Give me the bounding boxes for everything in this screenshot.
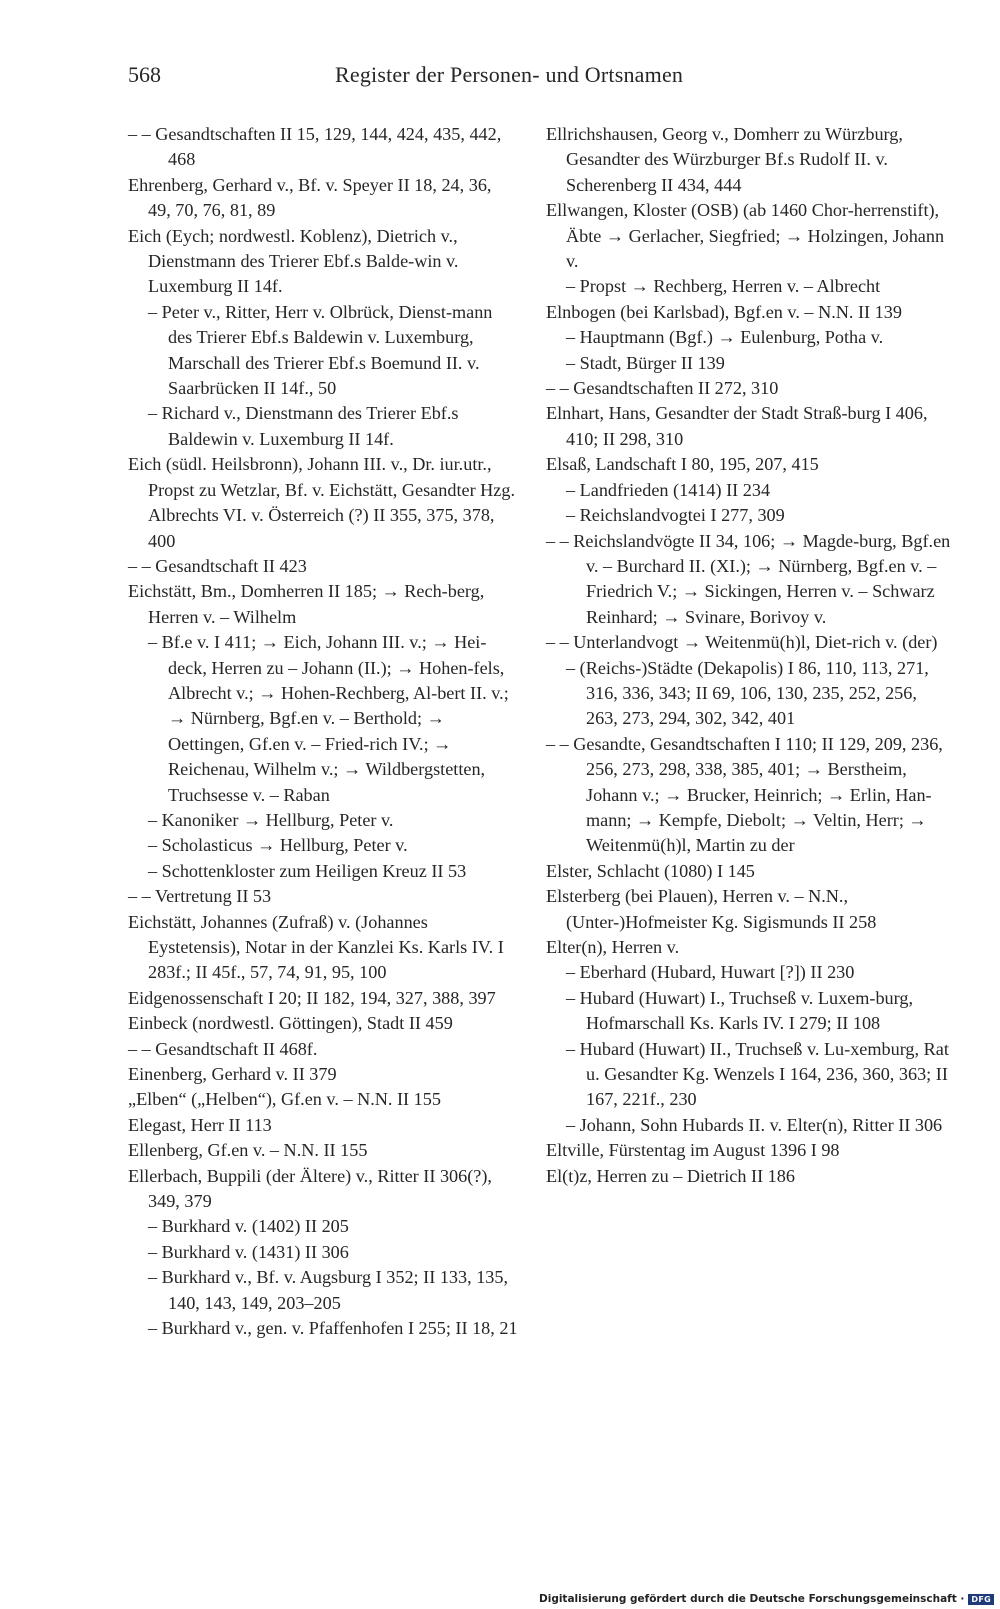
index-entry: – – Gesandtschaften II 272, 310 (546, 378, 779, 399)
index-entry: – Kanoniker → Hellburg, Peter v. (148, 809, 394, 830)
dfg-logo: DFG (968, 1594, 994, 1605)
index-entry: – Scholasticus → Hellburg, Peter v. (148, 835, 408, 856)
page-number: 568 (128, 62, 161, 87)
index-entry: – Burkhard v. (1402) II 205 (148, 1216, 349, 1237)
index-entry: – Landfrieden (1414) II 234 (566, 479, 771, 500)
index-entry: – – Gesandtschaften II 15, 129, 144, 424, 435, 442, 468 (128, 124, 502, 170)
index-entry: – Propst → Rechberg, Herren v. – Albrecht (566, 276, 881, 297)
index-entry: Elster, Schlacht (1080) I 145 (546, 860, 755, 881)
index-entry: – – Vertretung II 53 (128, 886, 272, 907)
index-entry: Ellenberg, Gf.en v. – N.N. II 155 (128, 1140, 368, 1161)
index-entry: Ehrenberg, Gerhard v., Bf. v. Speyer II 18, 24, 36, 49, 70, 76, 81, 89 (128, 174, 492, 221)
index-entry: Elsaß, Landschaft I 80, 195, 207, 415 (546, 454, 819, 475)
index-entry: – – Unterlandvogt → Weitenmü(h)l, Diet-rich v. (der) (546, 632, 938, 653)
index-entry: Elsterberg (bei Plauen), Herren v. – N.N., (Unter-)Hofmeister Kg. Sigismunds II 258 (546, 886, 877, 932)
index-entry: Eichstätt, Johannes (Zufraß) v. (Johannes Eystetensis), Notar in der Kanzlei Ks. Karls IV. I 283f.; II 45f., 57, 74, 91, 95, 100 (128, 911, 504, 983)
index-entry: – Eberhard (Hubard, Huwart [?]) II 230 (566, 962, 855, 983)
index-entry: El(t)z, Herren zu – Dietrich II 186 (546, 1165, 795, 1186)
digitization-footer (539, 1593, 994, 1605)
index-entry: – Burkhard v., gen. v. Pfaffenhofen I 255; II 18, 21 (148, 1318, 518, 1339)
left-column (128, 122, 518, 1342)
index-entry: – Richard v., Dienstmann des Trierer Ebf.s Baldewin v. Luxemburg II 14f. (148, 403, 459, 449)
index-entry: – Hauptmann (Bgf.) → Eulenburg, Potha v. (566, 327, 884, 348)
index-entry: Eich (Eych; nordwestl. Koblenz), Dietrich v., Dienstmann des Trierer Ebf.s Balde-win v. Luxemburg II 14f. (128, 225, 459, 297)
index-entry: – (Reichs-)Städte (Dekapolis) I 86, 110, 113, 271, 316, 336, 343; II 69, 106, 130, 235, 252, 256, 263, 273, 294, 302, 342, 401 (566, 657, 929, 729)
index-entry: Elnhart, Hans, Gesandter der Stadt Straß-burg I 406, 410; II 298, 310 (546, 403, 928, 449)
index-entry: „Elben“ („Helben“), Gf.en v. – N.N. II 155 (128, 1089, 441, 1110)
index-entry: Eich (südl. Heilsbronn), Johann III. v., Dr. iur.utr., Propst zu Wetzlar, Bf. v. Eichstätt, Gesandter Hzg. Albrechts VI. v. Österreich (?) II 355, 375, 378, 400 (128, 454, 516, 551)
index-entry: Eidgenossenschaft I 20; II 182, 194, 327, 388, 397 (128, 987, 496, 1008)
index-entry: – – Gesandtschaft II 468f. (128, 1038, 318, 1059)
index-entry: – Schottenkloster zum Heiligen Kreuz II 53 (148, 860, 467, 881)
index-entry: Ellrichshausen, Georg v., Domherr zu Würzburg, Gesandter des Würzburger Bf.s Rudolf II. v. Scherenberg II 434, 444 (546, 124, 903, 195)
index-entry: Eichstätt, Bm., Domherren II 185; → Rech-berg, Herren v. – Wilhelm (128, 581, 485, 627)
index-entry: – Burkhard v., Bf. v. Augsburg I 352; II 133, 135, 140, 143, 149, 203–205 (148, 1267, 509, 1313)
right-column (546, 122, 951, 1189)
index-entry: – Hubard (Huwart) II., Truchseß v. Lu-xemburg, Rat u. Gesandter Kg. Wenzels I 164, 236, 360, 363; II 167, 221f., 230 (566, 1038, 949, 1110)
index-entry: Elnbogen (bei Karlsbad), Bgf.en v. – N.N. II 139 (546, 301, 902, 322)
index-entry: Elegast, Herr II 113 (128, 1114, 272, 1135)
index-entry: – – Gesandtschaft II 423 (128, 555, 307, 576)
index-entry: Elter(n), Herren v. (546, 937, 680, 957)
index-entry: – Hubard (Huwart) I., Truchseß v. Luxem-burg, Hofmarschall Ks. Karls IV. I 279; II 108 (566, 987, 914, 1034)
index-entry: – – Gesandte, Gesandtschaften I 110; II 129, 209, 236, 256, 273, 298, 338, 385, 401; → Berstheim, Johann v.; → Brucker, Heinrich; → Erlin, Han-mann; → Kempfe, Diebolt; → Veltin, Herr; → Weitenmü(h)l, Martin zu der (546, 733, 943, 856)
index-entry: Einenberg, Gerhard v. II 379 (128, 1064, 337, 1085)
index-entry: – Bf.e v. I 411; → Eich, Johann III. v.; → Hei-deck, Herren zu – Johann (II.); → Hohen-fels, Albrecht v.; → Hohen-Rechberg, Al-bert II. v.; → Nürnberg, Bgf.en v. – Berthold; → Oettingen, Gf.en v. – Fried-rich IV.; → Reichenau, Wilhelm v.; → Wildbergstetten, Truchsesse v. – Raban (148, 632, 509, 805)
index-entry: Ellerbach, Buppili (der Ältere) v., Ritter II 306(?), 349, 379 (128, 1165, 492, 1212)
index-entry: Einbeck (nordwestl. Göttingen), Stadt II 459 (128, 1013, 453, 1034)
index-entry: – Burkhard v. (1431) II 306 (148, 1241, 349, 1262)
footer-text: Digitalisierung gefördert durch die Deutsche Forschungsgemeinschaft · (539, 1593, 965, 1605)
running-title: Register der Personen- und Ortsnamen (335, 62, 684, 87)
index-entry: – Stadt, Bürger II 139 (566, 352, 725, 373)
index-entry: – Peter v., Ritter, Herr v. Olbrück, Dienst-mann des Trierer Ebf.s Baldewin v. Luxemburg, Marschall des Trierer Ebf.s Boemund II. v. Saarbrücken II 14f., 50 (148, 301, 493, 399)
index-entry: – Reichslandvogtei I 277, 309 (566, 505, 785, 526)
index-entry: – Johann, Sohn Hubards II. v. Elter(n), Ritter II 306 (566, 1114, 943, 1135)
index-entry: Eltville, Fürstentag im August 1396 I 98 (546, 1140, 840, 1161)
index-entry: – – Reichslandvögte II 34, 106; → Magde-burg, Bgf.en v. – Burchard II. (XI.); → Nürnberg, Bgf.en v. – Friedrich V.; → Sickingen, Herren v. – Schwarz Reinhard; → Svinare, Borivoy v. (546, 530, 951, 627)
index-entry: Ellwangen, Kloster (OSB) (ab 1460 Chor-herrenstift), Äbte → Gerlacher, Siegfried; → Holzingen, Johann v. (546, 200, 945, 272)
